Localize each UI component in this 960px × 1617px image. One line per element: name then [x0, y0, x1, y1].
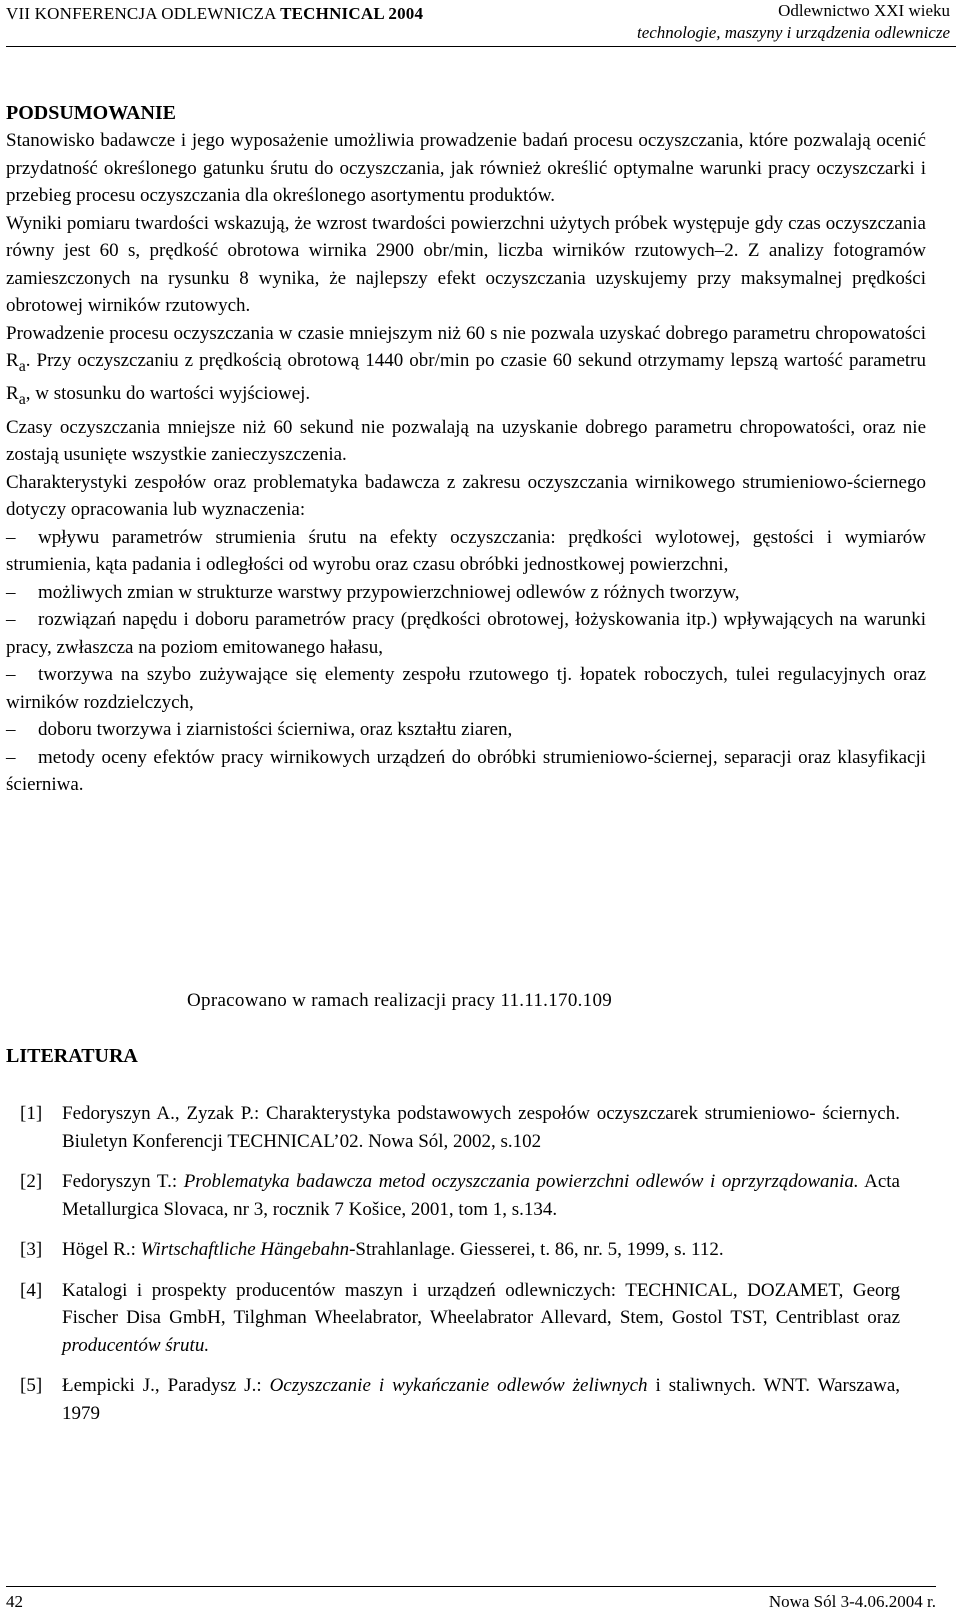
- ref-italic: Problematyka badawcza metod oczyszczania powierzchni odlewów i oprzyrządowania.: [183, 1171, 859, 1192]
- header-rule: [6, 46, 956, 47]
- section-title: PODSUMOWANIE: [6, 102, 177, 124]
- list-item-text: metody oceny efektów pracy wirnikowych urządzeń do obróbki strumieniowo-ściernej, separacji oraz klasyfikacji ścierniwa.: [6, 746, 926, 796]
- reference-item: [20, 1168, 900, 1223]
- dash-bullet: –: [6, 581, 16, 603]
- reference-item: [20, 1277, 900, 1360]
- reference-text: [62, 1236, 900, 1264]
- dash-list: [6, 524, 926, 799]
- paragraph-2: Wyniki pomiaru twardości wskazują, że wzrost twardości powierzchni użytych próbek występuje gdy czas oczyszczania równy jest 60 s, prędkość obrotowa wirnika 2900 obr/min, liczba wirników rzutowych–2. Z analizy fotogramów zamieszczonych na rysunku 8 wynika, że najlepszy efekt oczyszczania uzyskujemy przy maksymalnej prędkości obrotowej wirników rzutowych.: [6, 212, 926, 316]
- literature-heading: LITERATURA: [6, 1045, 138, 1067]
- list-item: [6, 661, 926, 716]
- reference-number: [4]: [20, 1279, 43, 1301]
- reference-number: [5]: [20, 1375, 43, 1396]
- dash-bullet: –: [6, 609, 16, 631]
- list-item: [6, 716, 926, 744]
- footer-rule: [6, 1586, 936, 1587]
- p3-part-b: . Przy oczyszczaniu z prędkością obrotową 1440 obr/min po czasie 60 sekund otrzymamy lepszą wartość parametru R: [6, 350, 926, 405]
- dash-bullet: –: [6, 719, 16, 741]
- paragraph-1: Stanowisko badawcze i jego wyposażenie umożliwia prowadzenie badań procesu oczyszczania, które pozwalają ocenić przydatność określonego gatunku śrutu do oczyszczania, jak również określić optymalne warunki pracy oczyszczarki i przebieg procesu oczyszczania dla określonego asortymentu produktów.: [6, 130, 926, 206]
- ref-text: Katalogi i prospekty producentów maszyn i urządzeń odlewniczych: TECHNICAL, DOZAMET, Georg Fischer Disa GmbH, Tilghman Wheelabrator, Wheelabrator Allevard, Stem, Gostol TST, Centriblast oraz: [62, 1279, 900, 1328]
- list-item-text: doboru tworzywa i ziarnistości ścierniwa, oraz kształtu ziaren,: [38, 719, 513, 741]
- dash-bullet: –: [6, 526, 16, 548]
- footer-location-date: Nowa Sól 3-4.06.2004 r.: [768, 1592, 936, 1611]
- reference-text: [62, 1100, 900, 1155]
- running-head-title: Odlewnictwo XXI wieku: [778, 1, 950, 20]
- reference-text: [62, 1277, 900, 1360]
- ref-text-end: Strahlanlage. Giesserei, t. 86, nr. 5, 1999, s. 112.: [355, 1239, 724, 1260]
- page-number: 42: [6, 1592, 23, 1611]
- reference-number: [3]: [20, 1239, 43, 1260]
- reference-number: [1]: [20, 1103, 43, 1124]
- ref-text: Łempicki J., Paradysz J.:: [62, 1375, 270, 1396]
- running-head: [637, 0, 950, 44]
- list-item-text: rozwiązań napędu i doboru parametrów pracy (prędkości obrotowej, łożyskowania itp.) wpływających na warunki pracy, zwłaszcza na poziom emitowanego hałasu,: [6, 609, 926, 658]
- running-head-subtitle: technologie, maszyny i urządzenia odlewnicze: [636, 23, 950, 42]
- ref-text-end: Acta Metallurgica Slovaca, nr 3, rocznik 7 Košice, 2001, tom 1, s.134.: [62, 1171, 900, 1220]
- list-item: [6, 579, 926, 607]
- page-header: [6, 0, 956, 52]
- paragraph-3: [6, 320, 926, 414]
- ref-italic: producentów śrutu.: [62, 1334, 210, 1356]
- reference-item: [20, 1372, 900, 1427]
- dash-bullet: –: [6, 746, 16, 768]
- conference-edition: TECHNICAL 2004: [280, 4, 424, 23]
- dash-bullet: –: [6, 664, 16, 686]
- list-item-text: możliwych zmian w strukturze warstwy przypowierzchniowej odlewów z różnych tworzyw,: [38, 581, 740, 603]
- ref-italic: Wirtschaftliche Hängebahn-: [140, 1239, 356, 1260]
- list-item: [6, 606, 926, 661]
- conference-title: [6, 4, 423, 24]
- ref-text: Fedoryszyn A., Zyzak P.: Charakterystyka podstawowych zespołów oczyszczarek strumieniowo- ściernych. Biuletyn Konferencji TECHNICAL’02. Nowa Sól, 2002, s.102: [62, 1103, 900, 1152]
- reference-item: [20, 1236, 900, 1264]
- funding-note: Opracowano w ramach realizacji pracy 11.11.170.109: [187, 990, 613, 1011]
- reference-number: [2]: [20, 1171, 43, 1192]
- list-item-text: tworzywa na szybo zużywające się elementy zespołu rzutowego tj. łopatek roboczych, tulei regulacyjnych oraz wirników rozdzielczych,: [6, 664, 926, 713]
- reference-text: [62, 1168, 900, 1223]
- paragraph-5: Charakterystyki zespołów oraz problematyka badawcza z zakresu oczyszczania wirnikowego strumieniowo-ściernego dotyczy opracowania lub wyznaczenia:: [6, 471, 926, 521]
- list-item: [6, 524, 926, 579]
- conference-name: VII KONFERENCJA ODLEWNICZA: [6, 4, 281, 23]
- ref-italic: Oczyszczanie i wykańczanie odlewów żeliwnych: [269, 1375, 648, 1396]
- ref-text: Högel R.:: [62, 1239, 141, 1260]
- p3-part-c: , w stosunku do wartości wyjściowej.: [25, 383, 311, 405]
- list-item: [6, 744, 926, 799]
- subscript-a: a: [18, 357, 26, 375]
- reference-item: [20, 1100, 900, 1155]
- ref-text: Fedoryszyn T.:: [62, 1171, 184, 1192]
- main-text: [6, 100, 926, 799]
- list-item-text: wpływu parametrów strumienia śrutu na efekty oczyszczania: prędkości wylotowej, gęstości i wymiarów strumienia, kąta padania i odległości od wyrobu oraz czasu obróbki jednostkowej powierzchni,: [6, 526, 926, 576]
- paragraph-4: Czasy oczyszczania mniejsze niż 60 sekund nie pozwalają na uzyskanie dobrego parametru chropowatości, oraz nie zostają usunięte wszystkie zanieczyszczenia.: [6, 416, 926, 466]
- reference-list: [20, 1100, 900, 1440]
- p3-part-a: Prowadzenie procesu oczyszczania w czasie mniejszym niż 60 s nie pozwala uzyskać dobrego parametru chropowatości R: [6, 322, 926, 371]
- subscript-a: a: [18, 391, 26, 409]
- reference-text: [62, 1372, 900, 1427]
- ref-text-end: i staliwnych. WNT. Warszawa, 1979: [62, 1375, 900, 1424]
